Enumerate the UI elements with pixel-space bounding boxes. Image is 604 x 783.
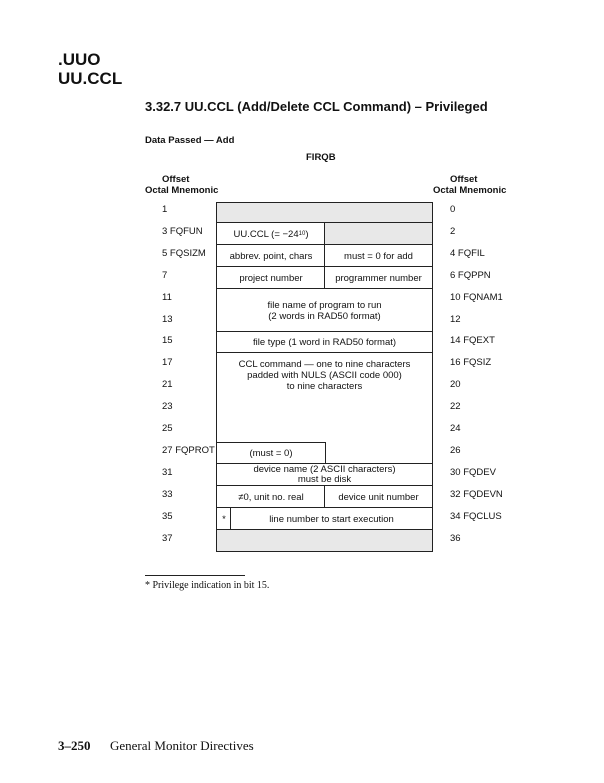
diagram-title: FIRQB — [306, 152, 336, 163]
footnote: * Privilege indication in bit 15. — [145, 580, 270, 591]
cell-filename: file name of program to run (2 words in RAD50 format) — [216, 288, 433, 333]
left-offset-label: 33 — [162, 488, 173, 500]
left-header-offset: Offset — [162, 174, 190, 185]
left-offset-label: 35 — [162, 510, 173, 522]
right-offset-label: 26 — [450, 444, 461, 456]
left-offset-label: 5 FQSIZM — [162, 247, 206, 259]
right-offset-label: 32 FQDEVN — [450, 488, 503, 500]
page-number: 3–250 — [58, 738, 91, 753]
cell-uuccl: UU.CCL (= −24 10 ) — [216, 222, 326, 246]
cell-filetype: file type (1 word in RAD50 format) — [216, 331, 433, 354]
right-offset-label: 14 FQEXT — [450, 335, 495, 347]
cell-abbrev: abbrev. point, chars — [216, 244, 326, 268]
right-offset-label: 12 — [450, 313, 461, 325]
right-offset-label: 6 FQPPN — [450, 269, 491, 281]
left-offset-label: 27 FQPROT — [162, 444, 215, 456]
cell-unit-real: ≠0, unit no. real — [216, 485, 326, 509]
right-offset-label: 2 — [450, 225, 456, 237]
left-offset-label: 11 — [162, 291, 172, 303]
cell-line-number: line number to start execution — [230, 507, 433, 531]
left-offset-label: 37 — [162, 532, 173, 544]
cell-privilege-bit: * — [216, 507, 232, 531]
left-header-mnemonic: Octal Mnemonic — [145, 185, 219, 196]
cell-must0: (must = 0) — [216, 442, 326, 465]
cell-programmer: programmer number — [324, 266, 433, 290]
cell-unit-number: device unit number — [324, 485, 433, 509]
footnote-rule — [145, 575, 245, 576]
right-offset-label: 30 FQDEV — [450, 466, 496, 478]
footer-title: General Monitor Directives — [110, 738, 254, 753]
left-offset-label: 1 — [162, 204, 168, 215]
left-offset-label: 3 FQFUN — [162, 225, 203, 237]
reserved-word-0 — [216, 202, 433, 224]
cell-device-name: device name (2 ASCII characters) must be disk — [216, 463, 433, 487]
header-uuccl: UU.CCL — [58, 69, 123, 88]
right-offset-label: 0 — [450, 204, 456, 215]
right-offset-label: 4 FQFIL — [450, 247, 485, 259]
subheading: Data Passed — Add — [145, 135, 235, 146]
right-offset-label: 10 FQNAM1 — [450, 291, 503, 303]
left-offset-label: 7 — [162, 269, 168, 281]
left-offset-label: 15 — [162, 335, 173, 347]
left-offset-label: 17 — [162, 357, 173, 369]
right-header-offset: Offset — [450, 174, 478, 185]
reserved-word-36 — [216, 529, 433, 552]
right-offset-label: 34 FQCLUS — [450, 510, 502, 522]
cell-must0-add: must = 0 for add — [324, 244, 433, 268]
left-offset-label: 25 — [162, 423, 173, 434]
right-offset-label: 22 — [450, 401, 461, 413]
right-offset-label: 24 — [450, 423, 461, 434]
right-offset-label: 20 — [450, 379, 461, 391]
left-offset-label: 13 — [162, 313, 173, 325]
cell-ccl-command: CCL command — one to nine characters padded with NULS (ASCII code 000) to nine characters — [216, 352, 433, 465]
header-uuo: .UUO — [58, 50, 101, 69]
cell-project: project number — [216, 266, 326, 290]
left-offset-label: 21 — [162, 379, 173, 391]
right-header-mnemonic: Octal Mnemonic — [433, 185, 507, 196]
left-offset-label: 31 — [162, 466, 173, 478]
section-title: 3.32.7 UU.CCL (Add/Delete CCL Command) – Privileged — [145, 99, 488, 114]
reserved-byte-2 — [324, 222, 433, 246]
right-offset-label: 36 — [450, 532, 461, 544]
left-offset-label: 23 — [162, 401, 173, 413]
right-offset-label: 16 FQSIZ — [450, 357, 492, 369]
